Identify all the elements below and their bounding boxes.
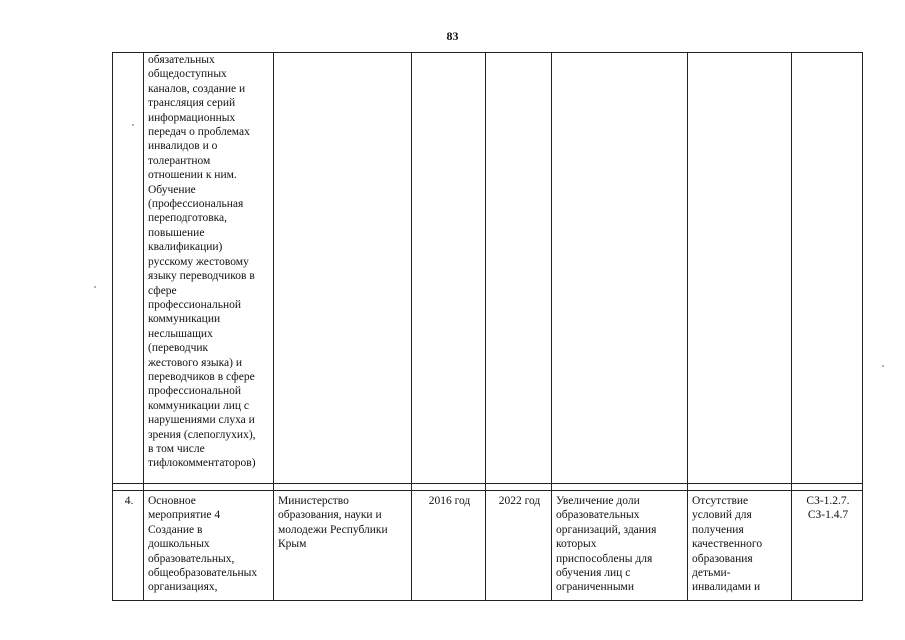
cell-start-year xyxy=(412,53,486,484)
page-number: 83 xyxy=(446,29,459,43)
cell-end-year xyxy=(486,491,552,601)
start-year-text: 2016 год xyxy=(428,495,471,507)
scan-speck xyxy=(94,286,96,288)
cell-number xyxy=(113,491,144,601)
cell-codes xyxy=(792,53,863,484)
cell-executor xyxy=(274,491,412,601)
executor-text: Министерство образования, науки и молодежи Республики Крым xyxy=(278,495,388,551)
table-row-continuation xyxy=(113,53,863,484)
table-row-4 xyxy=(113,491,863,601)
cell-end-year xyxy=(486,53,552,484)
cell-measure xyxy=(144,491,274,601)
cell-result xyxy=(552,491,688,601)
cell-start-year xyxy=(412,491,486,601)
measure-continuation-text: обязательных общедоступных каналов, создание и трансляция серий информационных передач о проблемах инвалидов и о толерантном отношении к ним. Обучение (профессиональная переподготовка, повышение квалификации) русскому жестовому языку переводчиков в сфере профессиональной коммуникации неслышащих (переводчик жестового языка) и переводчиков в сфере профессиональной коммуникации лиц с нарушениями слуха и зрения (слепоглухих), в том числе тифлокомментаторов) xyxy=(148,54,256,470)
result-text: Увеличение доли образовательных организаций, здания которых приспособлены для обучения лиц с ограниченными xyxy=(556,495,657,594)
table-row-spacer xyxy=(113,484,863,491)
scan-speck xyxy=(132,124,134,126)
end-year-text: 2022 год xyxy=(498,495,541,507)
cell-result xyxy=(552,53,688,484)
cell-number xyxy=(113,53,144,484)
cell-codes xyxy=(792,491,863,601)
measure-text: Основное мероприятие 4 Создание в дошкольных образовательных, общеобразовательных организациях, xyxy=(148,495,258,594)
cell-consequences xyxy=(688,491,792,601)
cell-consequences xyxy=(688,53,792,484)
measures-table xyxy=(112,52,863,601)
scan-speck xyxy=(882,365,884,367)
row-number: 4. xyxy=(124,495,134,507)
codes-text: СЗ-1.2.7. СЗ-1.4.7 xyxy=(806,495,850,522)
consequences-text: Отсутствие условий для получения качественного образования детьми- инвалидами и xyxy=(692,495,763,594)
cell-executor xyxy=(274,53,412,484)
cell-measure-continuation xyxy=(144,53,274,484)
